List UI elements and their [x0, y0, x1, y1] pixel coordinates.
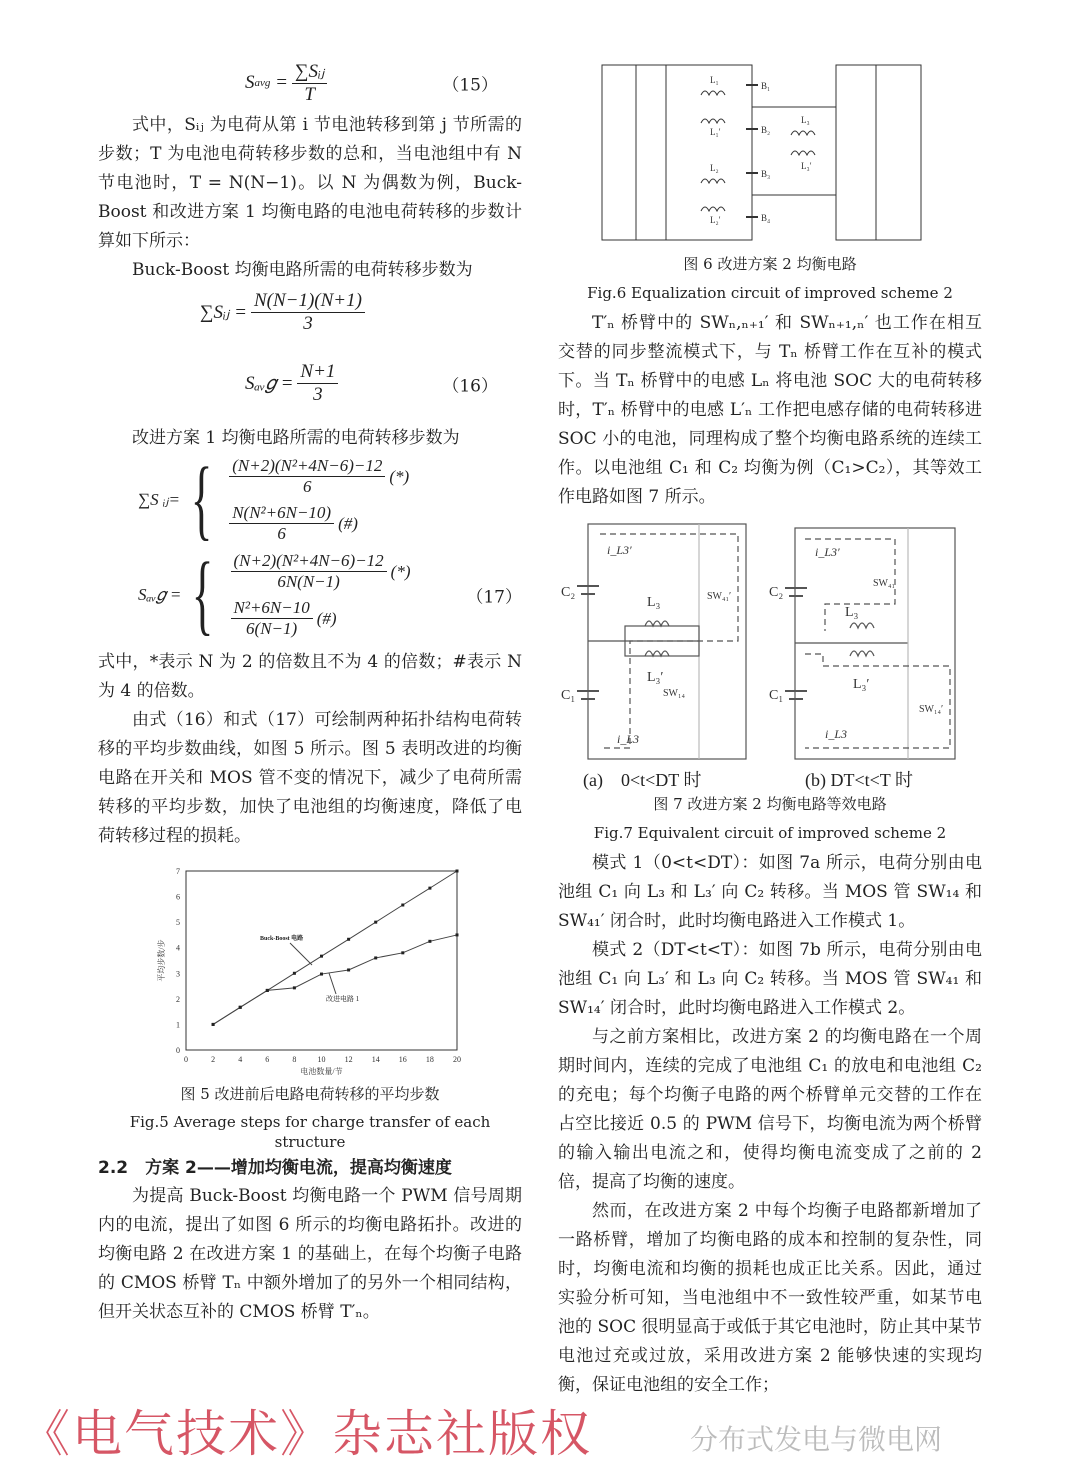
eq-lhs: ∑Sᵢⱼ =	[200, 302, 247, 323]
fig7-circuits	[555, 516, 975, 791]
eq-den: 6	[303, 477, 312, 496]
paragraph: 式中，*表示 N 为 2 的倍数且不为 4 的倍数；#表示 N 为 4 的倍数。	[98, 652, 522, 701]
inductor-icons	[701, 91, 815, 211]
paragraph: 与之前方案相比，改进方案 2 的均衡电路在一个周期时间内，连续的完成了电池组 C₁ 的放电和电池组 C₂ 的充电；每个均衡子电路的两个桥臂单元交替的工作在占空比接近 0.5 的 PWM 信号下，均衡电流为两个桥臂的输入输出电流之和，使得均衡电流变成了之前的 2 倍，提高了均衡的速度。	[558, 1027, 982, 1192]
eq-den: 3	[313, 384, 323, 405]
paragraph: 模式 1（0<t<DT）：如图 7a 所示，电荷分别由电池组 C₁ 向 L₃ 和 L₃′ 向 C₂ 转移。当 MOS 管 SW₁₄ 和 SW₄₁′ 闭合时，此时均衡电路进入工作模式 1。	[558, 853, 982, 931]
brace: {	[190, 450, 213, 549]
x-tick-label: 14	[371, 1055, 380, 1064]
equation-sum-buckboost-row	[98, 285, 522, 340]
eq-den: 6(N−1)	[246, 619, 298, 638]
label-il3p: i_L3′	[607, 543, 632, 557]
eq16-number: （16）	[442, 376, 498, 396]
label-c2: C₂	[561, 585, 576, 600]
equation-15: S avg = $\frac{\text{∑Sᵢⱼ}}{T}$	[98, 58, 522, 108]
eq-num: (N+2)(N²+4N−6)−12	[231, 551, 387, 572]
label-l3p: L₃′	[801, 161, 812, 171]
label-sw14: SW₁₄	[663, 688, 685, 699]
data-point	[293, 972, 296, 975]
plot-frame	[186, 871, 457, 1050]
data-point	[456, 933, 459, 936]
fig7b	[769, 528, 955, 759]
label-c1: C₁	[561, 688, 576, 703]
eq15-num: ∑Sᵢⱼ	[292, 60, 327, 84]
fig6-circuit	[596, 55, 946, 250]
legend-pointer	[290, 943, 312, 965]
label-l2: L₂	[710, 163, 719, 173]
label-b3: B₃	[761, 169, 771, 179]
y-tick-label: 6	[176, 892, 180, 902]
equation-17	[98, 545, 522, 644]
paragraph: 由式（16）和式（17）可绘制两种拓扑结构电荷转移的平均步数曲线，如图 5 所示。图 5 表明改进的均衡电路在开关和 MOS 管不变的情况下，减少了电荷所需转移的平均步数，加快了电池组的均衡速度，降低了电荷转移过程的损耗。	[98, 710, 522, 846]
source-watermark: 分布式发电与微电网	[690, 1423, 943, 1456]
x-tick-label: 12	[344, 1055, 353, 1064]
left-column	[98, 55, 522, 1327]
eq-den: 3	[303, 313, 313, 334]
x-tick-label: 2	[211, 1055, 216, 1064]
label-l1: L₁	[710, 75, 719, 85]
legend-pointer	[329, 973, 336, 994]
equation-15-row	[98, 58, 522, 108]
label-c2: C₂	[769, 585, 784, 600]
paragraph: Buck-Boost 均衡电路所需的电荷转移步数为	[132, 260, 473, 280]
paragraph: 模式 2（DT<t<T）：如图 7b 所示，电荷分别由电池组 C₁ 向 L₃′ 和 L₃ 向 C₂ 转移。当 MOS 管 SW₄₁ 和 SW₁₄′ 闭合时，此时均衡电路进入工作模式 2。	[558, 940, 982, 1018]
x-tick-label: 4	[238, 1055, 243, 1064]
label-b4: B₄	[761, 213, 771, 223]
circuit-wire	[602, 65, 752, 240]
eq-lhs: Sₐᵥ𝑔 =	[245, 372, 294, 394]
x-tick-label: 18	[425, 1055, 434, 1064]
label-b1: B₁	[761, 81, 771, 91]
equation-17-row	[98, 545, 522, 644]
eq15-lhs-sub: avg	[254, 77, 271, 89]
eq-den: 6	[277, 524, 286, 543]
x-tick-label: 0	[184, 1055, 188, 1064]
inductor-icons	[850, 623, 874, 656]
label-sw41p: SW₄₁′	[707, 591, 732, 602]
data-point	[212, 1023, 215, 1026]
eq-lhs: ∑S ᵢⱼ=	[138, 490, 181, 509]
data-point	[347, 938, 350, 941]
series-line-1	[213, 935, 457, 1025]
x-tick-label: 16	[398, 1055, 407, 1064]
label-l3p: L₃′	[647, 670, 664, 685]
section-heading: 2.2 方案 2——增加均衡电流，提高均衡速度	[98, 1158, 452, 1178]
y-tick-label: 4	[176, 943, 180, 953]
eq15-lhs: S	[245, 72, 255, 93]
label-l3: L₃	[647, 595, 661, 610]
eq-num: N²+6N−10	[231, 598, 313, 619]
fig7-caption-cn: 图 7 改进方案 2 均衡电路等效电路	[653, 795, 887, 813]
equation-sum-improved1-row	[98, 450, 522, 549]
fig5-caption-cn: 图 5 改进前后电路电荷转移的平均步数	[180, 1085, 440, 1103]
label-l3: L₃	[845, 605, 859, 620]
circuit-wire	[836, 65, 921, 240]
label-l1p: L₁′	[710, 127, 721, 137]
x-tick-label: 20	[453, 1055, 461, 1064]
fig7b-label: (b) DT<t<T 时	[805, 770, 913, 790]
eq15-den: T	[304, 84, 315, 105]
label-sw14p: SW₁₄′	[919, 704, 944, 715]
data-point	[266, 989, 269, 992]
data-point	[428, 887, 431, 890]
y-tick-label: 3	[176, 969, 180, 979]
fig7-caption-en: Fig.7 Equivalent circuit of improved scheme 2	[593, 824, 947, 842]
eq-num: N(N²+6N−10)	[229, 503, 334, 524]
y-tick-label: 5	[176, 918, 180, 928]
label-sw41: SW₄₁	[873, 578, 895, 589]
fig5-chart	[150, 861, 470, 1076]
label-l3: L₃	[801, 115, 810, 125]
data-point	[428, 940, 431, 943]
label-l3p: L₃′	[853, 677, 870, 692]
data-point	[374, 956, 377, 959]
fig6-caption-en: Fig.6 Equalization circuit of improved scheme 2	[587, 284, 953, 302]
paragraph: 式中，Sᵢⱼ 为电荷从第 i 节电池转移到第 j 节所需的步数；T 为电池电荷转移步数的总和，当电池组中有 N 节电池时，T = N(N−1)。以 N 为偶数为例，Buck-Boost 和改进方案 1 均衡电路的电池电荷转移的步数计算如下所示：	[98, 115, 522, 251]
fig7a	[561, 524, 746, 759]
eq-den: 6N(N−1)	[277, 572, 340, 591]
data-point	[347, 968, 350, 971]
equation-sum-improved1	[98, 450, 522, 549]
data-point	[320, 973, 323, 976]
paragraph: 改进方案 1 均衡电路所需的电荷转移步数为	[132, 428, 460, 448]
eq-tag: (#)	[316, 608, 337, 628]
y-tick-label: 7	[176, 867, 180, 876]
label-il3: i_L3	[617, 732, 640, 746]
data-point	[456, 870, 459, 873]
eq-tag: (*)	[389, 466, 410, 486]
eq-tag: (#)	[338, 513, 358, 533]
eq-num: (N+2)(N²+4N−6)−12	[229, 456, 385, 477]
eq-tag: (*)	[390, 561, 411, 581]
paragraph: T′ₙ 桥臂中的 SWₙ,ₙ₊₁′ 和 SWₙ₊₁,ₙ′ 也工作在相互交替的同步整流模式下，与 Tₙ 桥臂工作在互补的模式下。当 Tₙ 桥臂中的电感 Lₙ 将电池 SOC 大的电荷转移时，T′ₙ 桥臂中的电感 L′ₙ 工作把电感存储的电荷转移进 SOC 小的电池，同理构成了整个均衡电路系统的连续工作。以电池组 C₁ 和 C₂ 均衡为例（C₁>C₂），其等效工作电路如图 7 所示。	[558, 313, 982, 507]
eq-lhs: Sₐᵥ𝑔 =	[138, 585, 182, 604]
data-point	[401, 904, 404, 907]
paragraph: 然而，在改进方案 2 中每个均衡子电路都新增加了一路桥臂，增加了均衡电路的成本和控制的复杂性，同时，均衡电流和均衡的损耗也成正比关系。因此，通过实验分析可知，当电池组中不一致性较严重，如某节电池的 SOC 很明显高于或低于其它电池时，防止其中某节电池过充或过放，采用改进方案 2 能够快速的实现均衡，保证电池组的安全工作；	[558, 1201, 982, 1395]
x-tick-label: 6	[265, 1055, 270, 1064]
label-c1: C₁	[769, 688, 784, 703]
label-l2p: L₂′	[710, 215, 721, 225]
eq-num: N(N−1)(N+1)	[251, 290, 365, 313]
fig5-caption-en: Fig.5 Average steps for charge transfer of each structure	[129, 1113, 491, 1151]
eq-num: N+1	[297, 361, 338, 384]
legend-buckboost: Buck-Boost 电路	[260, 936, 304, 942]
data-point	[320, 955, 323, 958]
paragraph: 为提高 Buck-Boost 均衡电路一个 PWM 信号周期内的电流，提出了如图 6 所示的均衡电路拓扑。改进的均衡电路 2 在改进方案 1 的基础上，在每个均衡子电路的 CMOS 桥臂 Tₙ 中额外增加了的另外一个相同结构，但开关状态互补的 CMOS 桥臂 T′ₙ。	[98, 1186, 522, 1322]
right-column	[558, 55, 982, 1400]
label-il3p: i_L3′	[815, 545, 840, 559]
eq17-number: （17）	[466, 587, 522, 608]
copyright-watermark: 《电气技术》杂志社版权	[20, 1405, 592, 1463]
y-tick-label: 0	[176, 1046, 180, 1055]
x-axis-label: 电池数量/节	[300, 1067, 343, 1076]
legend-improved: 改进电路 1	[326, 995, 360, 1003]
fig7a-label: (a) 0<t<DT 时	[583, 770, 702, 790]
fig6-caption-cn: 图 6 改进方案 2 均衡电路	[683, 255, 857, 273]
equation-16-row	[98, 356, 522, 411]
y-tick-label: 2	[176, 994, 180, 1004]
equation-sum-buckboost	[98, 285, 522, 340]
x-tick-label: 8	[292, 1055, 297, 1064]
y-tick-label: 1	[176, 1020, 180, 1030]
eq15-number: （15）	[442, 75, 498, 96]
y-axis-label: 平均步数/步	[157, 939, 166, 982]
label-il3: i_L3	[825, 727, 848, 741]
data-point	[401, 951, 404, 954]
data-point	[239, 1006, 242, 1009]
data-point	[374, 921, 377, 924]
label-b2: B₂	[761, 125, 771, 135]
data-point	[293, 986, 296, 989]
brace: {	[192, 545, 214, 644]
x-tick-label: 10	[317, 1055, 326, 1064]
